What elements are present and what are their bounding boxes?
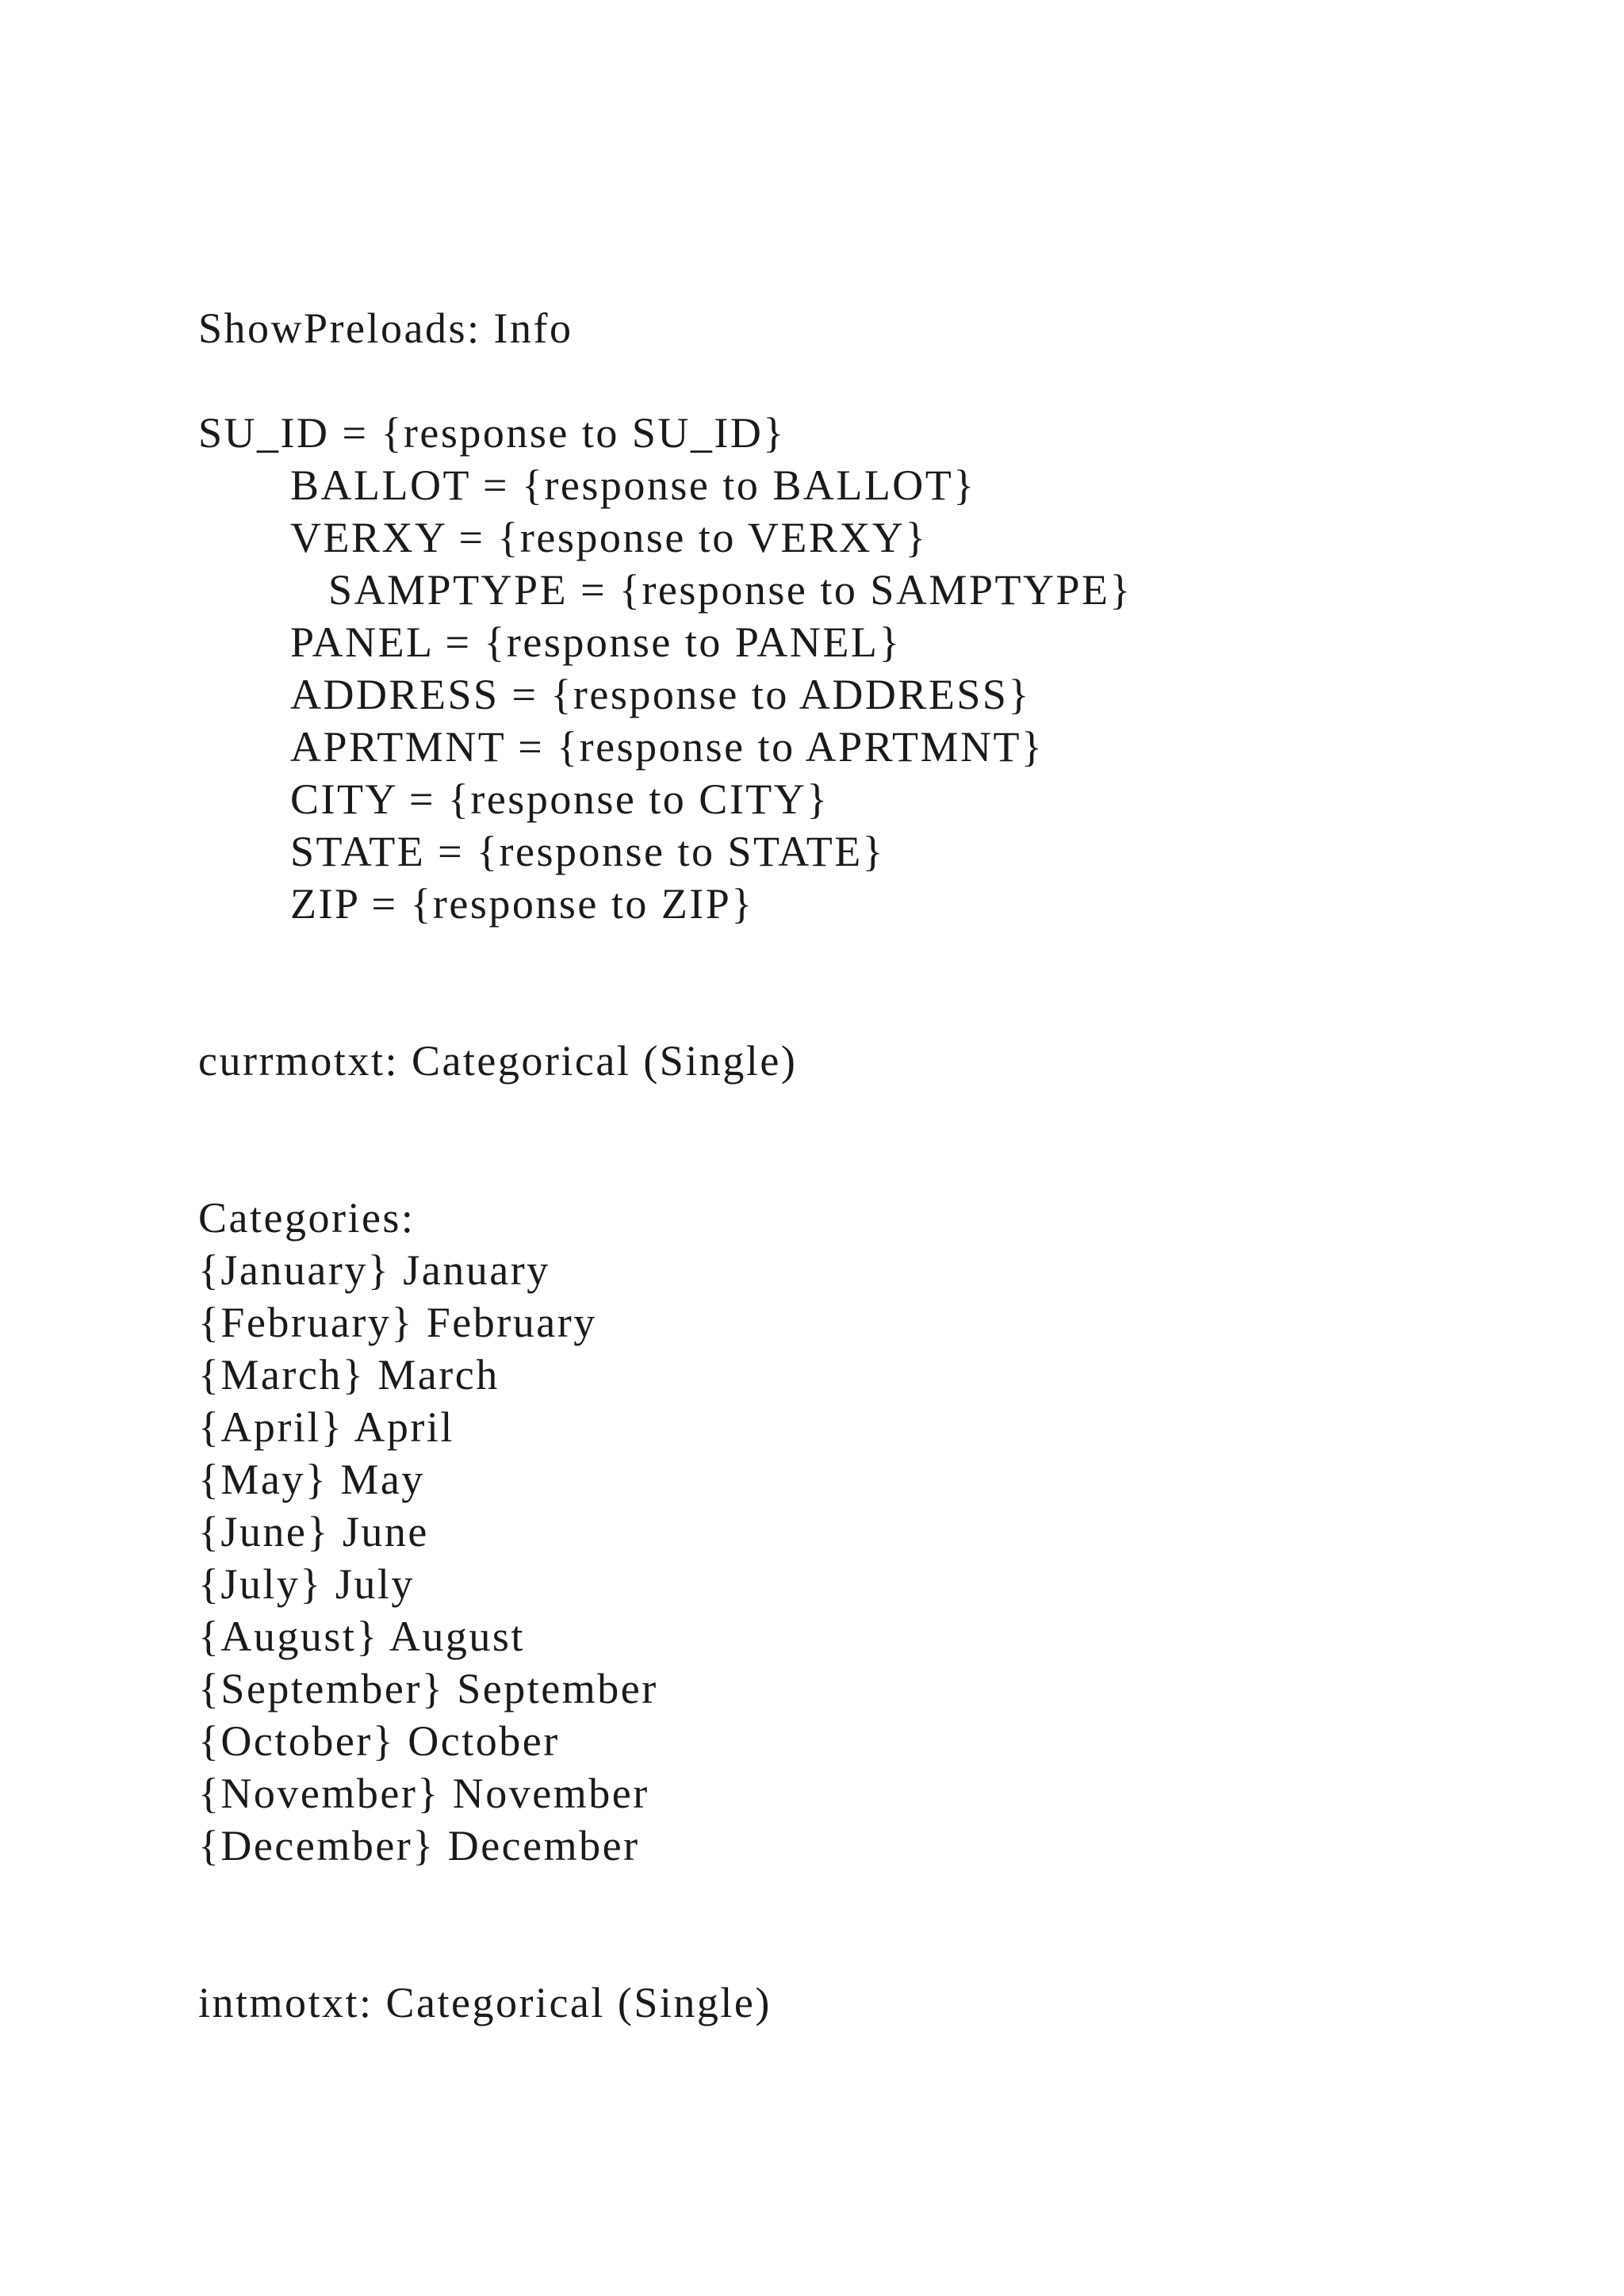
intmotxt-heading: intmotxt: Categorical (Single)	[198, 1979, 772, 2026]
preload-aprtmnt: APRTMNT = {response to APRTMNT}	[290, 723, 1044, 771]
category-item: {December} December	[198, 1822, 640, 1869]
currmotxt-heading: currmotxt: Categorical (Single)	[198, 1037, 798, 1085]
preload-city: CITY = {response to CITY}	[290, 775, 829, 823]
preload-zip: ZIP = {response to ZIP}	[290, 880, 754, 928]
preload-su-id: SU_ID = {response to SU_ID}	[198, 409, 786, 457]
preload-ballot: BALLOT = {response to BALLOT}	[290, 461, 976, 509]
currmotxt-categories	[198, 1192, 658, 1872]
preload-state: STATE = {response to STATE}	[290, 828, 886, 875]
category-item: {July} July	[198, 1560, 415, 1608]
categories-label: Categories:	[198, 1194, 416, 1242]
preload-panel: PANEL = {response to PANEL}	[290, 618, 902, 666]
showpreloads-heading: ShowPreloads: Info	[198, 304, 573, 352]
category-item: {February} February	[198, 1299, 597, 1346]
category-item: {November} November	[198, 1770, 649, 1817]
preload-address: ADDRESS = {response to ADDRESS}	[290, 671, 1031, 718]
category-item: {March} March	[198, 1351, 500, 1399]
category-item: {April} April	[198, 1403, 454, 1451]
category-item: {January} January	[198, 1246, 550, 1294]
category-item: {May} May	[198, 1456, 425, 1503]
category-item: {August} August	[198, 1613, 525, 1660]
category-item: {October} October	[198, 1717, 560, 1765]
preload-samptype: SAMPTYPE = {response to SAMPTYPE}	[328, 566, 1132, 614]
preload-verxy: VERXY = {response to VERXY}	[290, 514, 928, 561]
category-item: {June} June	[198, 1508, 429, 1556]
category-item: {September} September	[198, 1665, 658, 1712]
